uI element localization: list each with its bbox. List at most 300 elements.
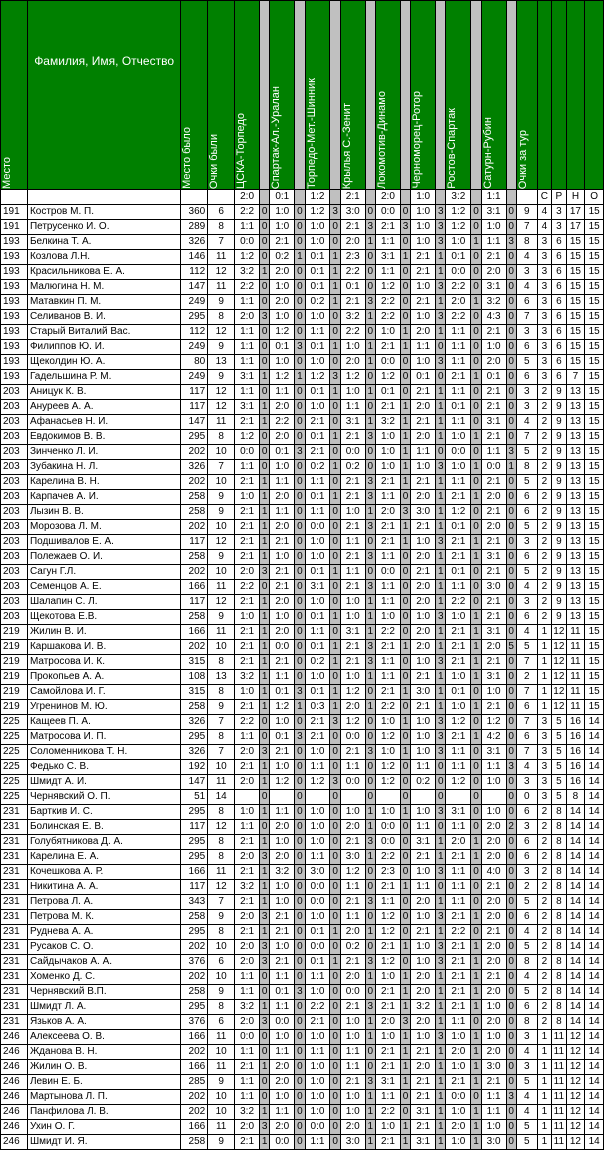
prediction-cell: 2:2: [446, 595, 471, 610]
prediction-points-cell: 0: [400, 775, 410, 790]
name-cell: Чернявский В.П.: [27, 985, 180, 1000]
prediction-cell: 2:1: [446, 370, 471, 385]
prediction-cell: 2:1: [305, 715, 330, 730]
stat-n-cell: 14: [566, 880, 585, 895]
prev-place-cell: 295: [181, 430, 208, 445]
stat-n-cell: 14: [566, 865, 585, 880]
prev-place-cell: 117: [181, 400, 208, 415]
prediction-points-cell: 0: [295, 745, 305, 760]
prediction-cell: 1:0: [305, 910, 330, 925]
name-cell: Петрова Л. А.: [27, 895, 180, 910]
prediction-points-cell: 0: [471, 205, 481, 220]
table-row: [1, 820, 604, 835]
table-row: [1, 520, 604, 535]
prediction-points-cell: 1: [330, 655, 340, 670]
prediction-cell: 1:1: [481, 235, 506, 250]
stat-o-cell: 15: [585, 685, 604, 700]
prev-points-cell: 11: [208, 1120, 235, 1135]
prediction-points-cell: 1: [471, 670, 481, 685]
prediction-points-cell: 1: [295, 370, 305, 385]
stat-r-cell: 9: [552, 385, 567, 400]
prediction-points-cell: 1: [471, 1060, 481, 1075]
stat-r-cell: 9: [552, 610, 567, 625]
prediction-cell: 1:0: [305, 535, 330, 550]
prediction-cell: 1:1: [340, 565, 365, 580]
prediction-cell: 0:2: [305, 295, 330, 310]
prediction-points-cell: 1: [471, 535, 481, 550]
prediction-cell: 0:3: [305, 700, 330, 715]
prev-points-cell: 9: [208, 1075, 235, 1090]
prediction-points-cell: 0: [400, 1090, 410, 1105]
match-result-points-cell: [330, 190, 340, 205]
prediction-points-cell: 0: [400, 865, 410, 880]
stat-r-cell: 9: [552, 520, 567, 535]
prediction-points-cell: 1: [436, 250, 446, 265]
match-points-header: [365, 1, 375, 190]
name-cell: Матросова И. П.: [27, 730, 180, 745]
tour-points-cell: 4: [516, 1105, 537, 1120]
stat-r-cell: 11: [552, 1120, 567, 1135]
prediction-points-cell: 1: [365, 1015, 375, 1030]
tour-points-cell: 4: [516, 760, 537, 775]
place-cell: 231: [1, 985, 28, 1000]
prediction-cell: 2:1: [340, 475, 365, 490]
prediction-points-cell: 0: [260, 790, 270, 805]
table-row: [1, 910, 604, 925]
table-row: [1, 385, 604, 400]
place-cell: 231: [1, 895, 28, 910]
table-row: [1, 1135, 604, 1150]
prediction-points-cell: 1: [436, 475, 446, 490]
prediction-cell: 1:0: [270, 310, 295, 325]
place-cell: 225: [1, 730, 28, 745]
prev-points-cell: 10: [208, 760, 235, 775]
stat-n-cell: 15: [566, 265, 585, 280]
prediction-points-cell: 0: [295, 865, 305, 880]
prediction-cell: 1:0: [411, 745, 436, 760]
stat-n-cell: 14: [566, 835, 585, 850]
stat-r-cell: 12: [552, 700, 567, 715]
prediction-points-cell: 0: [365, 280, 375, 295]
prev-place-cell: 80: [181, 355, 208, 370]
prediction-cell: 3:2: [235, 1105, 260, 1120]
prev-place-cell: 51: [181, 790, 208, 805]
prediction-cell: 1:1: [270, 385, 295, 400]
stat-c-cell: 3: [537, 715, 552, 730]
prediction-points-cell: 0: [330, 865, 340, 880]
prediction-cell: 1:1: [376, 895, 401, 910]
match-points-header: [506, 1, 516, 190]
prev-place-cell: 147: [181, 415, 208, 430]
prediction-cell: 2:1: [340, 1000, 365, 1015]
prediction-points-cell: 0: [260, 235, 270, 250]
prediction-cell: 2:1: [340, 580, 365, 595]
stat-o-cell: 15: [585, 370, 604, 385]
prediction-points-cell: 0: [400, 310, 410, 325]
stat-c-cell: 3: [537, 265, 552, 280]
name-cell: Ухин О. Г.: [27, 1120, 180, 1135]
prediction-points-cell: 0: [260, 580, 270, 595]
stat-r-cell: 8: [552, 865, 567, 880]
prediction-points-cell: 3: [295, 685, 305, 700]
prediction-cell: 1:0: [411, 220, 436, 235]
prediction-points-cell: 1: [260, 1105, 270, 1120]
prediction-cell: 1:0: [411, 1030, 436, 1045]
place-cell: 203: [1, 445, 28, 460]
prediction-points-cell: 1: [330, 955, 340, 970]
table-row: [1, 835, 604, 850]
tour-points-cell: 5: [516, 940, 537, 955]
prediction-cell: 1:0: [340, 505, 365, 520]
prediction-cell: 1:0: [376, 1030, 401, 1045]
table-row: [1, 850, 604, 865]
stat-r-cell: 6: [552, 310, 567, 325]
prediction-points-cell: 1: [436, 415, 446, 430]
prediction-cell: 1:0: [305, 1060, 330, 1075]
prev-place-cell: 258: [181, 505, 208, 520]
stat-n-cell: 12: [566, 1090, 585, 1105]
prediction-points-cell: 0: [295, 715, 305, 730]
prediction-points-cell: 0: [295, 535, 305, 550]
name-cell: Кащеев П. А.: [27, 715, 180, 730]
prediction-points-cell: 0: [295, 895, 305, 910]
prediction-points-cell: 3: [400, 1015, 410, 1030]
stat-r-cell: 3: [552, 205, 567, 220]
results-blank-cell: [208, 190, 235, 205]
table-row: [1, 325, 604, 340]
prediction-points-cell: 0: [471, 1090, 481, 1105]
prediction-cell: 2:2: [235, 280, 260, 295]
place-cell: 231: [1, 1015, 28, 1030]
prediction-points-cell: 0: [330, 820, 340, 835]
stat-o-cell: 15: [585, 550, 604, 565]
prediction-points-cell: 0: [365, 1060, 375, 1075]
match-result-cell: 1:0: [411, 190, 436, 205]
prediction-points-cell: 1: [365, 355, 375, 370]
stat-r-cell: 8: [552, 955, 567, 970]
stat-r-cell: 6: [552, 370, 567, 385]
prev-place-cell: 249: [181, 370, 208, 385]
prediction-cell: 2:1: [481, 400, 506, 415]
prediction-cell: 1:1: [340, 760, 365, 775]
prediction-cell: 2:1: [481, 385, 506, 400]
name-cell: Морозова Л. М.: [27, 520, 180, 535]
prediction-points-cell: 1: [471, 640, 481, 655]
prediction-points-cell: 1: [436, 520, 446, 535]
prediction-points-cell: 3: [436, 235, 446, 250]
prediction-points-cell: 0: [400, 850, 410, 865]
prev-place-cell: 202: [181, 475, 208, 490]
prediction-cell: 3:2: [270, 865, 295, 880]
match-header-2: Спартак-Ал.-Уралан: [270, 1, 295, 190]
prediction-points-cell: 0: [295, 325, 305, 340]
prediction-points-cell: 1: [365, 415, 375, 430]
prediction-cell: 3:1: [235, 370, 260, 385]
stat-n-cell: 14: [566, 925, 585, 940]
stat-c-cell: 3: [537, 295, 552, 310]
prediction-cell: 0:0: [305, 880, 330, 895]
prediction-cell: 1:0: [270, 550, 295, 565]
table-row: [1, 610, 604, 625]
prediction-cell: 0:1: [305, 250, 330, 265]
stat-r-cell: 6: [552, 265, 567, 280]
stat-r-cell: 8: [552, 805, 567, 820]
name-cell: Филиппов Ю. И.: [27, 340, 180, 355]
stat-o-cell: 14: [585, 715, 604, 730]
prediction-points-cell: 1: [436, 295, 446, 310]
prediction-cell: 2:2: [446, 280, 471, 295]
stat-o-cell: 14: [585, 895, 604, 910]
prediction-points-cell: 0: [330, 940, 340, 955]
prev-place-cell: 192: [181, 760, 208, 775]
prev-place-cell: 202: [181, 1090, 208, 1105]
stat-o-cell: 14: [585, 1090, 604, 1105]
prediction-points-cell: 0: [400, 370, 410, 385]
prediction-points-cell: 2: [506, 820, 516, 835]
stat-n-cell: 13: [566, 550, 585, 565]
match-result-points-cell: [436, 190, 446, 205]
prediction-points-cell: 3: [436, 910, 446, 925]
prediction-points-cell: 0: [295, 1090, 305, 1105]
prediction-cell: 1:0: [411, 460, 436, 475]
prev-points-cell: 10: [208, 1090, 235, 1105]
prediction-cell: 2:0: [270, 1060, 295, 1075]
prediction-points-cell: 1: [260, 760, 270, 775]
prediction-points-cell: 1: [471, 1105, 481, 1120]
prediction-cell: 0:1: [305, 565, 330, 580]
prev-place-cell: 166: [181, 1120, 208, 1135]
stat-n-cell: 15: [566, 295, 585, 310]
prediction-cell: 2:0: [481, 490, 506, 505]
prediction-cell: 2:1: [446, 910, 471, 925]
table-row: [1, 1120, 604, 1135]
prediction-cell: 2:0: [270, 595, 295, 610]
stat-c-cell: 2: [537, 910, 552, 925]
place-cell: 219: [1, 685, 28, 700]
prediction-points-cell: 0: [471, 760, 481, 775]
prediction-points-cell: 0: [400, 610, 410, 625]
prediction-points-cell: 0: [295, 850, 305, 865]
prev-points-header: Очки были: [208, 1, 235, 190]
prediction-cell: 2:1: [235, 865, 260, 880]
prediction-points-cell: 0: [295, 550, 305, 565]
tour-points-cell: 5: [516, 1135, 537, 1150]
prediction-points-cell: 0: [471, 250, 481, 265]
header-row: [1, 1, 604, 190]
prediction-cell: 1:0: [340, 1015, 365, 1030]
table-row: [1, 235, 604, 250]
prediction-cell: 2:0: [235, 910, 260, 925]
prediction-cell: 2:1: [411, 700, 436, 715]
stat-r-cell: 12: [552, 670, 567, 685]
prediction-points-cell: 0: [506, 280, 516, 295]
prediction-points-cell: 0: [295, 775, 305, 790]
prediction-cell: 2:1: [376, 400, 401, 415]
prediction-points-cell: 3: [436, 715, 446, 730]
tour-points-cell: 3: [516, 1060, 537, 1075]
prediction-points-cell: 3: [365, 475, 375, 490]
prediction-cell: 1:0: [305, 550, 330, 565]
prediction-points-cell: 0: [471, 880, 481, 895]
match-points-header: [330, 1, 340, 190]
prev-place-cell: 249: [181, 295, 208, 310]
stat-r-cell: 9: [552, 580, 567, 595]
stats-header-blank: [552, 1, 567, 190]
prediction-points-cell: 3: [365, 1000, 375, 1015]
prediction-points-cell: 3: [330, 775, 340, 790]
stat-c-cell: 2: [537, 550, 552, 565]
prediction-cell: [481, 790, 506, 805]
prediction-points-cell: 1: [436, 325, 446, 340]
prediction-points-cell: 0: [330, 235, 340, 250]
stat-o-cell: 14: [585, 1135, 604, 1150]
prediction-cell: 2:2: [235, 715, 260, 730]
stat-n-cell: 12: [566, 1060, 585, 1075]
prediction-points-cell: 0: [506, 940, 516, 955]
stat-o-cell: 15: [585, 265, 604, 280]
prediction-cell: 1:0: [376, 805, 401, 820]
stat-n-cell: 12: [566, 1030, 585, 1045]
prev-place-cell: 360: [181, 205, 208, 220]
prediction-cell: 1:2: [376, 955, 401, 970]
prev-place-cell: 202: [181, 640, 208, 655]
prev-place-cell: 289: [181, 220, 208, 235]
stat-c-cell: 2: [537, 580, 552, 595]
prediction-cell: 0:0: [305, 940, 330, 955]
prediction-cell: 2:1: [411, 295, 436, 310]
prev-points-cell: 11: [208, 280, 235, 295]
tour-points-cell: 5: [516, 1120, 537, 1135]
name-cell: Мартынова Л. П.: [27, 1090, 180, 1105]
prediction-points-cell: 1: [330, 490, 340, 505]
prediction-points-cell: 1: [436, 1135, 446, 1150]
name-cell: Прокопьев А. А.: [27, 670, 180, 685]
prediction-points-cell: 0: [330, 355, 340, 370]
prev-points-cell: 12: [208, 595, 235, 610]
tour-points-cell: 8: [516, 955, 537, 970]
prediction-points-cell: 0: [295, 490, 305, 505]
prediction-cell: 1:0: [235, 685, 260, 700]
prediction-cell: 2:0: [270, 850, 295, 865]
stat-o-cell: 15: [585, 235, 604, 250]
prediction-points-cell: 1: [330, 430, 340, 445]
table-row: [1, 985, 604, 1000]
name-cell: Левин Е. Б.: [27, 1075, 180, 1090]
table-row: [1, 595, 604, 610]
stat-c-cell: 3: [537, 355, 552, 370]
table-row: [1, 430, 604, 445]
prediction-cell: 2:1: [446, 490, 471, 505]
prediction-points-cell: 0: [506, 715, 516, 730]
prediction-cell: 1:1: [376, 580, 401, 595]
prediction-cell: 0:0: [340, 985, 365, 1000]
prediction-cell: 2:1: [446, 655, 471, 670]
prediction-points-cell: 3: [436, 460, 446, 475]
place-cell: 225: [1, 760, 28, 775]
place-cell: 193: [1, 250, 28, 265]
prediction-points-cell: 0: [400, 280, 410, 295]
stat-r-cell: 12: [552, 640, 567, 655]
prev-points-cell: 10: [208, 640, 235, 655]
table-row: [1, 730, 604, 745]
prediction-points-cell: 0: [330, 595, 340, 610]
name-cell: Костров М. П.: [27, 205, 180, 220]
prediction-cell: 1:1: [305, 625, 330, 640]
prediction-cell: 1:0: [270, 880, 295, 895]
prediction-cell: 1:1: [235, 820, 260, 835]
stat-o-cell: 14: [585, 1120, 604, 1135]
prediction-cell: 0:2: [305, 655, 330, 670]
prediction-cell: 1:1: [270, 805, 295, 820]
table-row: [1, 925, 604, 940]
place-cell: 231: [1, 835, 28, 850]
stat-r-cell: 8: [552, 850, 567, 865]
prediction-cell: 2:1: [235, 925, 260, 940]
prediction-points-cell: 1: [400, 880, 410, 895]
prediction-points-cell: 0: [260, 340, 270, 355]
prediction-points-cell: 1: [330, 640, 340, 655]
prediction-points-cell: 1: [400, 325, 410, 340]
prediction-points-cell: 0: [506, 565, 516, 580]
stat-c-cell: 3: [537, 340, 552, 355]
prediction-points-cell: 0: [295, 400, 305, 415]
prediction-cell: 1:0: [446, 460, 471, 475]
prediction-cell: 0:1: [446, 685, 471, 700]
stat-c-cell: 1: [537, 700, 552, 715]
stat-n-cell: 13: [566, 595, 585, 610]
prediction-points-cell: 3: [436, 205, 446, 220]
prediction-cell: 2:1: [411, 850, 436, 865]
place-cell: 203: [1, 460, 28, 475]
prev-points-cell: 8: [208, 1000, 235, 1015]
prediction-cell: 2:1: [481, 880, 506, 895]
prediction-points-cell: 1: [471, 460, 481, 475]
stat-r-cell: 5: [552, 775, 567, 790]
prediction-cell: 0:1: [270, 340, 295, 355]
prediction-cell: 1:1: [340, 910, 365, 925]
prediction-points-cell: 0: [295, 565, 305, 580]
prediction-points-cell: 3: [436, 355, 446, 370]
prediction-points-cell: 0: [330, 985, 340, 1000]
prediction-points-cell: 1: [400, 1135, 410, 1150]
tour-points-cell: 4: [516, 625, 537, 640]
prediction-cell: 1:1: [481, 1105, 506, 1120]
prediction-points-cell: 1: [471, 235, 481, 250]
prediction-points-cell: 1: [400, 970, 410, 985]
prediction-points-cell: 3: [260, 745, 270, 760]
stat-o-cell: 15: [585, 640, 604, 655]
stat-c-cell: 2: [537, 955, 552, 970]
prev-points-cell: 9: [208, 985, 235, 1000]
prev-place-cell: 166: [181, 865, 208, 880]
prediction-cell: 1:0: [446, 670, 471, 685]
prediction-points-cell: 3: [506, 235, 516, 250]
prediction-points-cell: 0: [471, 340, 481, 355]
prediction-points-cell: 1: [330, 685, 340, 700]
place-cell: 193: [1, 355, 28, 370]
prediction-cell: 2:0: [446, 1045, 471, 1060]
match-header-3: Торпедо-Мет.-Шинник: [305, 1, 330, 190]
prediction-cell: 2:1: [270, 955, 295, 970]
prediction-points-cell: 1: [471, 850, 481, 865]
prediction-cell: 1:2: [305, 775, 330, 790]
tour-points-cell: 3: [516, 265, 537, 280]
prediction-cell: 1:0: [340, 1090, 365, 1105]
prediction-cell: 2:0: [481, 640, 506, 655]
stat-n-cell: 11: [566, 655, 585, 670]
prediction-cell: 2:1: [235, 640, 260, 655]
prediction-cell: 1:2: [340, 685, 365, 700]
